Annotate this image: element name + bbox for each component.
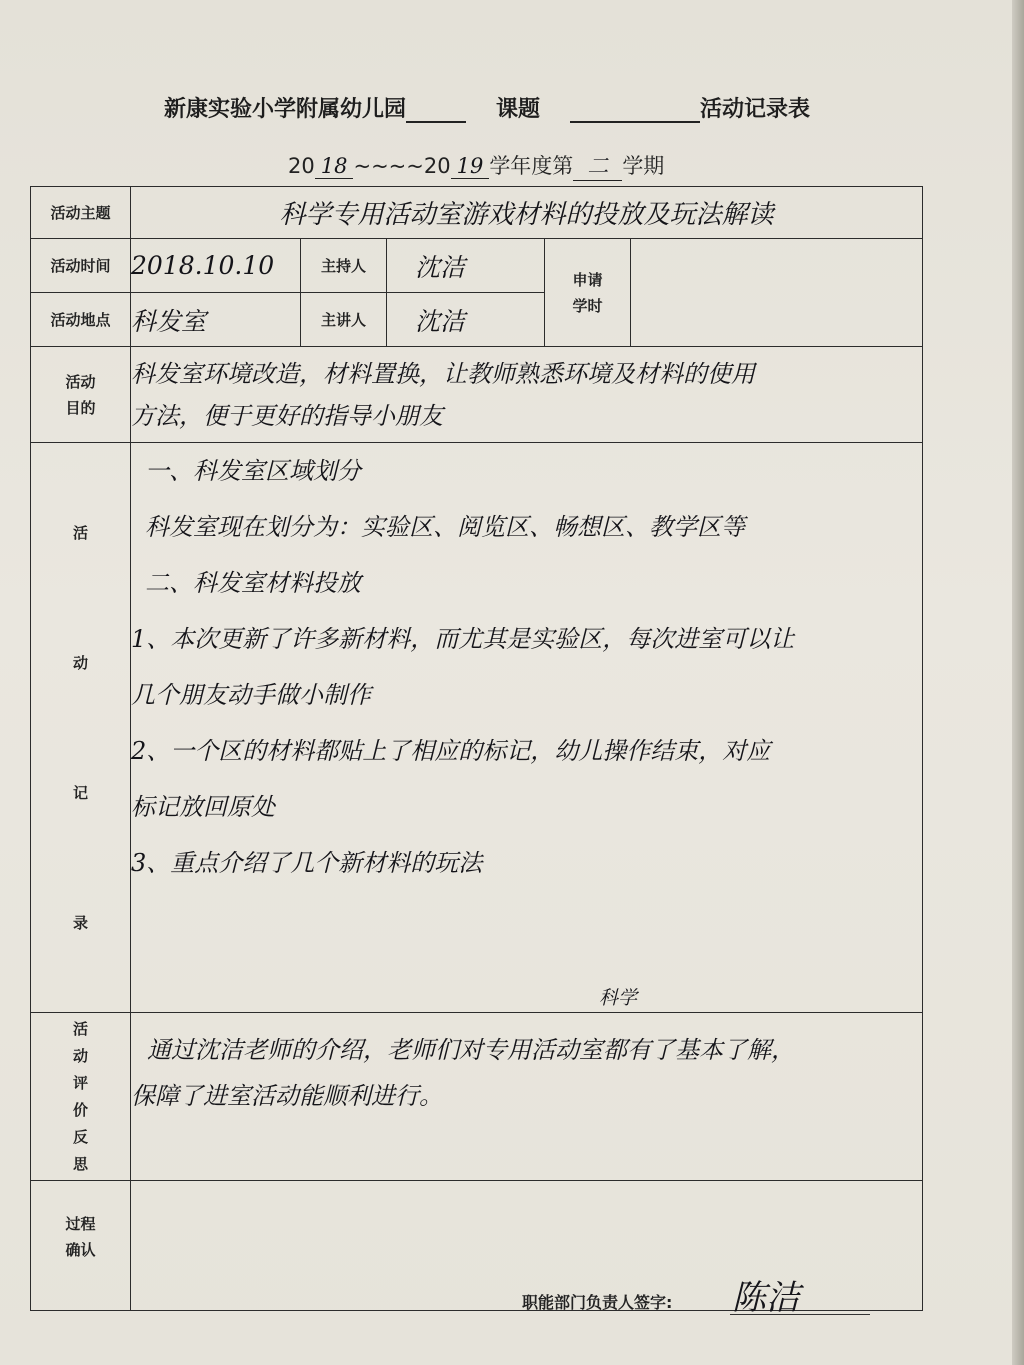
eval-line-2: 保障了进室活动能顺利进行。 <box>131 1082 443 1110</box>
hours-label-line2: 学时 <box>572 296 603 315</box>
time-label: 活动时间 <box>31 239 131 293</box>
confirm-label-line2: 确认 <box>65 1241 96 1259</box>
activity-record-table <box>30 186 923 1311</box>
year-prefix: 20 <box>288 154 315 178</box>
year-suffix: 学年度第 <box>489 154 574 178</box>
record-line-3: 二、科发室材料投放 <box>145 569 361 597</box>
record-line-6: 2、一个区的材料都贴上了相应的标记，幼儿操作结束，对应 <box>131 737 771 765</box>
signature-handwritten: 陈洁 <box>732 1278 800 1318</box>
host-label: 主持人 <box>301 239 387 293</box>
eval-line-1: 通过沈洁老师的介绍，老师们对专用活动室都有了基本了解， <box>147 1036 795 1064</box>
purpose-label <box>31 347 131 443</box>
evaluation-label <box>31 1013 131 1181</box>
year-separator: ~~~~20 <box>353 154 451 178</box>
eval-label-char-1: 活 <box>72 1019 88 1038</box>
hours-label <box>545 239 631 347</box>
purpose-label-line1: 活动 <box>65 372 96 391</box>
record-label <box>31 443 131 1013</box>
record-label-char-2: 动 <box>72 653 88 672</box>
year-end: 19 <box>451 154 490 179</box>
speaker-value: 沈洁 <box>387 293 545 347</box>
confirm-label <box>31 1181 131 1311</box>
purpose-line-1: 科发室环境改造，材料置换，让教师熟悉环境及材料的使用 <box>131 359 755 388</box>
eval-insert-note: 科学 <box>599 987 638 1009</box>
eval-label-char-2: 动 <box>72 1046 88 1065</box>
topic-label: 课题 <box>496 97 541 122</box>
eval-label-char-5: 反 <box>72 1127 88 1146</box>
hours-label-line1: 申请 <box>572 270 603 289</box>
eval-label-char-6: 思 <box>72 1154 88 1173</box>
purpose-value <box>131 347 923 443</box>
year-start: 18 <box>315 154 354 179</box>
record-line-7: 标记放回原处 <box>131 793 275 821</box>
purpose-label-line2: 目的 <box>65 398 96 417</box>
place-label: 活动地点 <box>31 293 131 347</box>
school-name: 新康实验小学附属幼儿园 <box>164 97 407 122</box>
evaluation-content <box>131 987 923 1181</box>
form-title <box>164 92 864 132</box>
theme-value: 科学专用活动室游戏材料的投放及玩法解读 <box>131 187 923 239</box>
place-value: 科发室 <box>131 293 301 347</box>
term-number: 二 <box>573 150 622 181</box>
record-content <box>131 443 923 1013</box>
purpose-line-2: 方法，便于更好的指导小朋友 <box>131 401 443 430</box>
eval-label-char-3: 评 <box>72 1073 88 1092</box>
confirm-label-line1: 过程 <box>65 1215 96 1233</box>
record-line-1: 一、科发室区域划分 <box>145 457 361 485</box>
record-label-char-3: 记 <box>72 783 88 802</box>
record-line-4: 1、本次更新了许多新材料，而尤其是实验区，每次进室可以让 <box>131 625 795 653</box>
speaker-label: 主讲人 <box>301 293 387 347</box>
signature-label: 职能部门负责人签字: <box>522 1293 673 1312</box>
record-line-8: 3、重点介绍了几个新材料的玩法 <box>131 849 483 877</box>
hours-value <box>631 239 923 347</box>
record-line-5: 几个朋友动手做小制作 <box>131 681 371 709</box>
time-value: 2018.10.10 <box>131 239 301 293</box>
paper-edge-shadow <box>1012 0 1024 1365</box>
term-suffix: 学期 <box>622 154 665 178</box>
eval-label-char-4: 价 <box>72 1100 88 1119</box>
record-title: 活动记录表 <box>700 97 811 122</box>
school-year-line <box>288 150 664 181</box>
host-value: 沈洁 <box>387 239 545 293</box>
record-label-char-4: 录 <box>72 913 88 932</box>
theme-label: 活动主题 <box>31 187 131 239</box>
record-line-2: 科发室现在划分为：实验区、阅览区、畅想区、教学区等 <box>145 513 745 541</box>
record-label-char-1: 活 <box>72 523 88 542</box>
